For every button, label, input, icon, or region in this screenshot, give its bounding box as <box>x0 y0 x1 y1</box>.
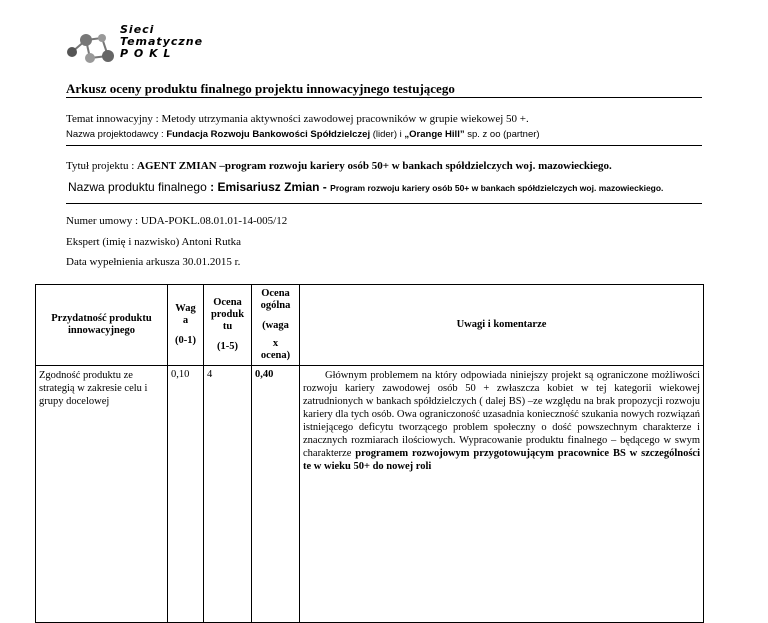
score-cell: 4 <box>204 366 252 623</box>
nazwa-value-detail: Program rozwoju kariery osób 50+ w bankach spółdzielczych woj. mazowieckiego. <box>330 183 664 193</box>
divider <box>66 203 702 204</box>
header-waga-l1: Wag <box>175 303 196 314</box>
projektodawca-lider: Fundacja Rozwoju Bankowości Spółdzielczej <box>166 129 371 140</box>
projektodawca-line <box>66 129 540 140</box>
header-ocena-produktu <box>204 285 252 366</box>
comment-text: Głównym problemem na który odpowiada niniejszy projekt są ograniczone możliwości rozwoju kariery zawodowej osób 50 + zwłaszcza kobiet w tej kategorii wiekowej zatrudnionych w bankach spółdzielczych ( dalej BS) –ze względu na brak propozycji rozwoju kariery dla tych osób. Owa ograniczoność uzasadnia konieczność szukania nowych rozwiązań istniejącego deficytu tworzącego problem społeczny o dość powszechnym charakterze i znacznych rozmiarach ilościowych. Wypracowanie produktu finalnego – będącego w swym charakterze <box>303 370 700 459</box>
logo-line-2: Tematyczne <box>120 35 204 48</box>
header-ocena-l3: tu <box>222 321 233 332</box>
temat-line <box>66 113 529 125</box>
ekspert: Ekspert (imię i nazwisko) Antoni Rutka <box>66 236 242 248</box>
header-uwagi: Uwagi i komentarze <box>300 285 704 366</box>
header-waga-l2: a <box>182 315 189 326</box>
criterion-cell: Zgodność produktu ze strategią w zakresie celu i grupy docelowej <box>36 366 168 623</box>
comment-bold-text: programem rozwojowym przygotowującym pracownice BS w szczególności te w wieku 50+ do nowej roli <box>303 448 701 472</box>
header-waga <box>168 285 204 366</box>
weight-cell: 0,10 <box>168 366 204 623</box>
projektodawca-label: Nazwa projektodawcy : <box>66 129 164 140</box>
header-waga-l3: (0-1) <box>175 335 196 346</box>
sieci-tematyczne-logo <box>64 24 204 74</box>
nazwa-produktu-line <box>68 180 663 194</box>
temat-label: Temat innowacyjny : <box>66 113 159 125</box>
network-icon <box>64 30 120 70</box>
nazwa-label: Nazwa produktu finalnego <box>68 180 207 194</box>
projektodawca-partner-role: sp. z oo (partner) <box>467 129 540 140</box>
header-ocena-l2: produk <box>210 309 245 320</box>
header-ogolna-l2: ogólna <box>260 300 291 311</box>
header-przydatnosc: Przydatność produktu innowacyjnego <box>36 285 168 366</box>
header-ocena-ogolna <box>252 285 300 366</box>
tytul-line <box>66 160 612 172</box>
page-title: Arkusz oceny produktu finalnego projektu innowacyjnego testującego <box>66 81 455 96</box>
data-wypelnienia: Data wypełnienia arkusza 30.01.2015 r. <box>66 256 241 268</box>
projektodawca-partner: „Orange Hill” <box>404 129 465 140</box>
comment-cell <box>300 366 704 623</box>
table-row <box>36 366 704 623</box>
header-ogolna-l3: (waga <box>262 320 289 331</box>
temat-value: Metody utrzymania aktywności zawodowej pracowników w grupie wiekowej 50 +. <box>161 113 529 125</box>
header-ocena-l1: Ocena <box>213 297 242 308</box>
tytul-label: Tytuł projektu : <box>66 160 135 172</box>
logo-line-1: Sieci <box>120 23 155 36</box>
evaluation-table <box>35 284 704 623</box>
header-ogolna-l1: Ocena <box>261 288 290 299</box>
tytul-value: AGENT ZMIAN –program rozwoju kariery osób 50+ w bankach spółdzielczych woj. mazowieckiego. <box>137 160 612 172</box>
logo-line-3: P O K L <box>120 47 172 60</box>
divider <box>66 97 702 98</box>
nazwa-value: : Emisariusz Zmian - <box>210 180 327 194</box>
header-ogolna-l4: x <box>272 338 279 349</box>
header-ogolna-l5: ocena) <box>260 350 291 361</box>
table-header-row <box>36 285 704 366</box>
divider <box>66 145 702 146</box>
logo-text <box>120 24 203 60</box>
projektodawca-lider-role: (lider) i <box>372 129 402 140</box>
total-cell: 0,40 <box>252 366 300 623</box>
numer-umowy: Numer umowy : UDA-POKL.08.01.01-14-005/12 <box>66 215 288 227</box>
header-ocena-l4: (1-5) <box>217 341 238 352</box>
